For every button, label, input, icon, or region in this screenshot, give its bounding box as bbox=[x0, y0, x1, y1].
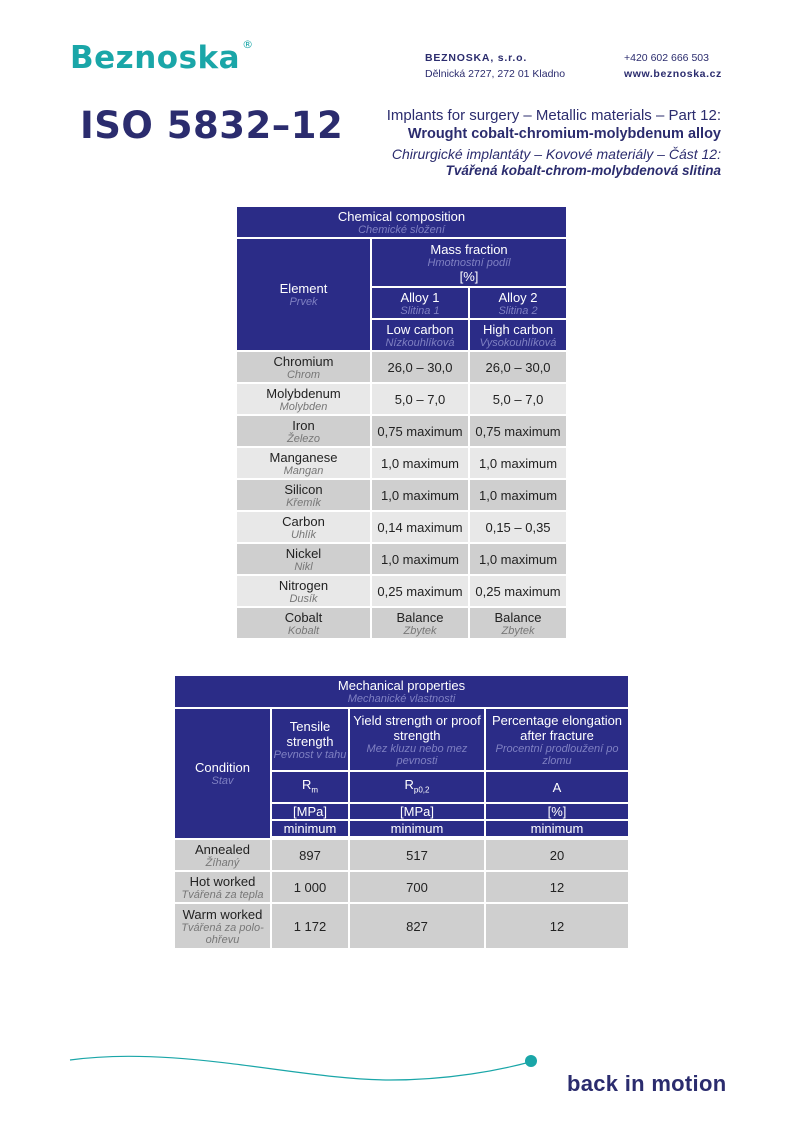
element-name: Silicon bbox=[284, 481, 323, 497]
element-name: Molybdenum bbox=[266, 385, 341, 401]
low-carbon-label: Low carbon bbox=[386, 321, 454, 337]
mechanical-properties-table bbox=[173, 674, 630, 950]
element-name: Carbon bbox=[282, 513, 325, 529]
element-name-cz: Železo bbox=[286, 432, 321, 445]
mass-fraction-label-cz: Hmotnostní podíl bbox=[427, 256, 511, 269]
title-cz-line1: Chirurgické implantáty – Kovové materiály – Část 12: bbox=[391, 146, 721, 162]
condition-label-cz: Stav bbox=[211, 775, 234, 787]
condition-name-cz: Tvářená za tepla bbox=[181, 888, 264, 901]
element-name: Nickel bbox=[285, 545, 322, 561]
unit-percent: [%] bbox=[485, 803, 629, 820]
alloy1-value: 26,0 – 30,0 bbox=[371, 351, 469, 383]
element-cell bbox=[236, 447, 371, 479]
alloy2-value: 0,25 maximum bbox=[469, 575, 567, 607]
balance-label: Balance bbox=[494, 609, 542, 625]
element-name: Nitrogen bbox=[278, 577, 329, 593]
chem-table-title bbox=[236, 206, 567, 238]
alloy1-value: 0,75 maximum bbox=[371, 415, 469, 447]
table-row bbox=[236, 543, 567, 575]
high-carbon-label-cz: Vysokouhlíková bbox=[479, 336, 557, 349]
yield-value: 700 bbox=[349, 871, 485, 903]
element-cell bbox=[236, 607, 371, 639]
low-carbon-label-cz: Nízkouhlíková bbox=[385, 336, 455, 349]
tensile-value: 1 172 bbox=[271, 903, 349, 949]
element-cell bbox=[236, 415, 371, 447]
element-header bbox=[236, 238, 371, 351]
alloy2-value: 26,0 – 30,0 bbox=[469, 351, 567, 383]
mass-fraction-header bbox=[371, 238, 567, 287]
company-address: Dělnická 2727, 272 01 Kladno bbox=[425, 68, 566, 80]
element-name: Chromium bbox=[273, 353, 334, 369]
alloy1-value: 1,0 maximum bbox=[371, 543, 469, 575]
elongation-value: 12 bbox=[485, 903, 629, 949]
element-name-cz: Dusík bbox=[289, 592, 318, 605]
alloy1-label-cz: Slitina 1 bbox=[400, 304, 440, 317]
tensile-label-cz: Pevnost v tahu bbox=[273, 748, 347, 761]
company-name: BEZNOSKA, s.r.o. bbox=[425, 52, 528, 64]
table-row bbox=[236, 415, 567, 447]
company-info bbox=[425, 50, 565, 82]
symbol-rm-letter: R bbox=[301, 776, 312, 792]
logo-text: Beznoska bbox=[70, 40, 241, 76]
wave-line bbox=[70, 1056, 530, 1080]
alloy2-value: 1,0 maximum bbox=[469, 479, 567, 511]
high-carbon-label: High carbon bbox=[482, 321, 554, 337]
high-carbon-header bbox=[469, 319, 567, 351]
standard-number: ISO 5832–12 bbox=[80, 104, 344, 147]
alloy1-value: 0,25 maximum bbox=[371, 575, 469, 607]
website-link[interactable]: www.beznoska.cz bbox=[624, 68, 722, 80]
alloy2-value: 0,15 – 0,35 bbox=[469, 511, 567, 543]
mass-fraction-label: Mass fraction bbox=[430, 241, 508, 257]
contact-info bbox=[624, 50, 722, 82]
document-titles bbox=[387, 107, 721, 179]
alloy2-value bbox=[469, 607, 567, 639]
table-row bbox=[236, 447, 567, 479]
registered-mark: ® bbox=[242, 38, 254, 51]
table-row bbox=[236, 479, 567, 511]
alloy1-header bbox=[371, 287, 469, 319]
alloy1-value: 1,0 maximum bbox=[371, 479, 469, 511]
element-name: Manganese bbox=[269, 449, 338, 465]
table-row bbox=[236, 575, 567, 607]
symbol-rm-subscript: m bbox=[311, 785, 319, 795]
table-row bbox=[236, 351, 567, 383]
yield-label-cz: Mez kluzu nebo mez pevnosti bbox=[366, 742, 468, 767]
balance-label: Balance bbox=[396, 609, 444, 625]
alloy2-label-cz: Slitina 2 bbox=[498, 304, 538, 317]
element-cell bbox=[236, 383, 371, 415]
symbol-rp-subscript: p0,2 bbox=[413, 785, 430, 795]
table-row bbox=[174, 871, 629, 903]
elongation-value: 20 bbox=[485, 839, 629, 871]
alloy2-value: 5,0 – 7,0 bbox=[469, 383, 567, 415]
chem-title-en: Chemical composition bbox=[337, 208, 466, 224]
condition-name-cz: Tvářená za poloohřevu bbox=[181, 921, 264, 946]
yield-header bbox=[349, 708, 485, 771]
element-name-cz: Nikl bbox=[294, 560, 313, 573]
elongation-header bbox=[485, 708, 629, 771]
minimum-label: minimum bbox=[349, 820, 485, 837]
yield-label: Yield strength or proof strength bbox=[353, 712, 481, 743]
tensile-value: 897 bbox=[271, 839, 349, 871]
beznoska-logo bbox=[70, 40, 254, 76]
wave-dot bbox=[525, 1055, 537, 1067]
alloy1-label: Alloy 1 bbox=[400, 289, 440, 305]
tensile-header bbox=[271, 708, 349, 771]
condition-cell bbox=[174, 839, 271, 871]
elongation-label-cz: Procentní prodloužení po zlomu bbox=[495, 742, 619, 767]
table-row bbox=[236, 607, 567, 639]
symbol-rp-letter: R bbox=[404, 776, 414, 792]
element-name-cz: Křemík bbox=[286, 496, 321, 509]
motion-wave-graphic bbox=[0, 1040, 560, 1100]
element-name-cz: Molybden bbox=[279, 400, 328, 413]
title-en-line2: Wrought cobalt-chromium-molybdenum alloy bbox=[407, 126, 721, 142]
condition-label: Condition bbox=[195, 760, 250, 775]
element-name-cz: Chrom bbox=[286, 368, 320, 381]
mass-fraction-unit: [%] bbox=[459, 268, 479, 284]
balance-label-cz: Zbytek bbox=[403, 624, 437, 637]
alloy1-value bbox=[371, 607, 469, 639]
element-name-cz: Mangan bbox=[283, 464, 324, 477]
condition-name-cz: Žíhaný bbox=[205, 856, 240, 869]
condition-cell bbox=[174, 871, 271, 903]
elongation-label: Percentage elongation after fracture bbox=[491, 712, 623, 743]
mech-title-cz: Mechanické vlastnosti bbox=[347, 693, 456, 705]
table-row bbox=[174, 839, 629, 871]
alloy2-value: 1,0 maximum bbox=[469, 543, 567, 575]
mech-title-en: Mechanical properties bbox=[337, 678, 466, 693]
unit-mpa: [MPa] bbox=[271, 803, 349, 820]
minimum-label: minimum bbox=[271, 820, 349, 837]
chem-title-cz: Chemické složení bbox=[358, 223, 445, 236]
condition-cell bbox=[174, 903, 271, 949]
condition-name: Hot worked bbox=[189, 873, 256, 889]
symbol-rp bbox=[349, 771, 485, 803]
low-carbon-header bbox=[371, 319, 469, 351]
condition-name: Warm worked bbox=[182, 906, 263, 922]
title-en-line1: Implants for surgery – Metallic materials – Part 12: bbox=[386, 107, 721, 124]
mech-table-title bbox=[174, 675, 629, 708]
unit-mpa: [MPa] bbox=[349, 803, 485, 820]
symbol-a: A bbox=[485, 771, 629, 803]
alloy1-value: 0,14 maximum bbox=[371, 511, 469, 543]
symbol-rm bbox=[271, 771, 349, 803]
element-label-cz: Prvek bbox=[289, 296, 318, 308]
element-name: Iron bbox=[292, 417, 315, 433]
element-cell bbox=[236, 511, 371, 543]
element-label: Element bbox=[279, 281, 328, 296]
table-row bbox=[236, 383, 567, 415]
element-cell bbox=[236, 351, 371, 383]
title-cz-line2: Tvářená kobalt-chrom-molybdenová slitina bbox=[445, 163, 721, 178]
element-cell bbox=[236, 479, 371, 511]
alloy2-value: 1,0 maximum bbox=[469, 447, 567, 479]
minimum-label: minimum bbox=[485, 820, 629, 837]
alloy1-value: 1,0 maximum bbox=[371, 447, 469, 479]
elongation-value: 12 bbox=[485, 871, 629, 903]
yield-value: 517 bbox=[349, 839, 485, 871]
element-name-cz: Uhlík bbox=[290, 528, 317, 541]
alloy2-header bbox=[469, 287, 567, 319]
element-name: Cobalt bbox=[284, 609, 323, 625]
element-cell bbox=[236, 575, 371, 607]
element-name-cz: Kobalt bbox=[287, 624, 320, 637]
slogan: back in motion bbox=[567, 1071, 727, 1096]
phone-number: +420 602 666 503 bbox=[624, 52, 709, 64]
condition-header bbox=[174, 708, 271, 839]
alloy1-value: 5,0 – 7,0 bbox=[371, 383, 469, 415]
alloy2-label: Alloy 2 bbox=[498, 289, 538, 305]
condition-name: Annealed bbox=[195, 841, 250, 857]
yield-value: 827 bbox=[349, 903, 485, 949]
table-row bbox=[236, 511, 567, 543]
element-cell bbox=[236, 543, 371, 575]
alloy2-value: 0,75 maximum bbox=[469, 415, 567, 447]
tensile-label: Tensile strength bbox=[286, 718, 334, 749]
tensile-value: 1 000 bbox=[271, 871, 349, 903]
table-row bbox=[174, 903, 629, 949]
chemical-composition-table bbox=[235, 205, 568, 640]
balance-label-cz: Zbytek bbox=[501, 624, 535, 637]
